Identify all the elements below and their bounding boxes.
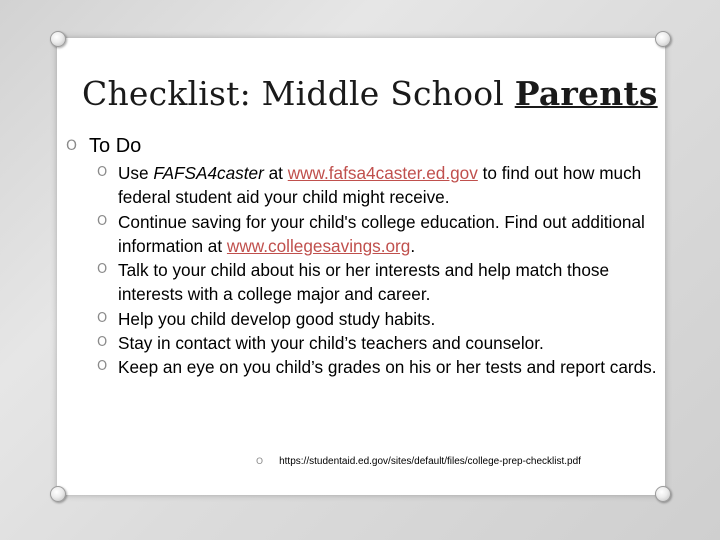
list-item (97, 258, 657, 307)
corner-pin-icon (50, 31, 66, 47)
bullet-icon: O (97, 359, 108, 375)
item-text: . (410, 235, 416, 256)
bullet-icon: O (256, 457, 264, 467)
title-text: Checklist: Middle School (82, 74, 515, 113)
item-text: at (263, 163, 288, 183)
list-item (97, 210, 657, 259)
bullet-icon: O (97, 335, 108, 351)
item-text: Use (118, 163, 154, 183)
source-footnote (256, 456, 581, 467)
corner-pin-icon (50, 486, 66, 502)
bullet-icon: O (97, 165, 108, 180)
bullet-icon: O (97, 310, 108, 326)
item-text: Help you child develop good study habits. (118, 308, 436, 329)
item-text: Stay in contact with your child’s teachers and counselor. (118, 333, 544, 354)
item-text: Keep an eye on you child’s grades on his or her tests and report cards. (118, 357, 657, 378)
bullet-icon: O (97, 213, 108, 229)
footnote-url: https://studentaid.ed.gov/sites/default/files/college-prep-checklist.pdf (279, 456, 581, 467)
corner-pin-icon (655, 31, 671, 47)
list-item (97, 355, 657, 379)
bullet-icon: O (66, 138, 78, 154)
section-label: To Do (89, 135, 142, 157)
fafsa4caster-link[interactable]: www.fafsa4caster.ed.gov (287, 163, 478, 183)
list-item (97, 307, 657, 331)
item-text: Talk to your child about his or her interests and help match those interests with a college major and career. (118, 260, 610, 305)
title-emphasis: Parents (514, 74, 658, 113)
page-title (82, 74, 662, 113)
list-item (97, 331, 657, 355)
corner-pin-icon (655, 486, 671, 502)
item-italic-text: FAFSA4caster (153, 163, 264, 183)
checklist (97, 161, 657, 380)
item-text: Continue saving for your child's college education. Find out additional information at (118, 211, 645, 256)
section-heading (66, 135, 141, 158)
item-text: to find out how much federal student aid your child might receive. (118, 163, 642, 208)
list-item (97, 161, 657, 210)
collegesavings-link[interactable]: www.collegesavings.org (226, 235, 411, 256)
bullet-icon: O (97, 262, 108, 278)
